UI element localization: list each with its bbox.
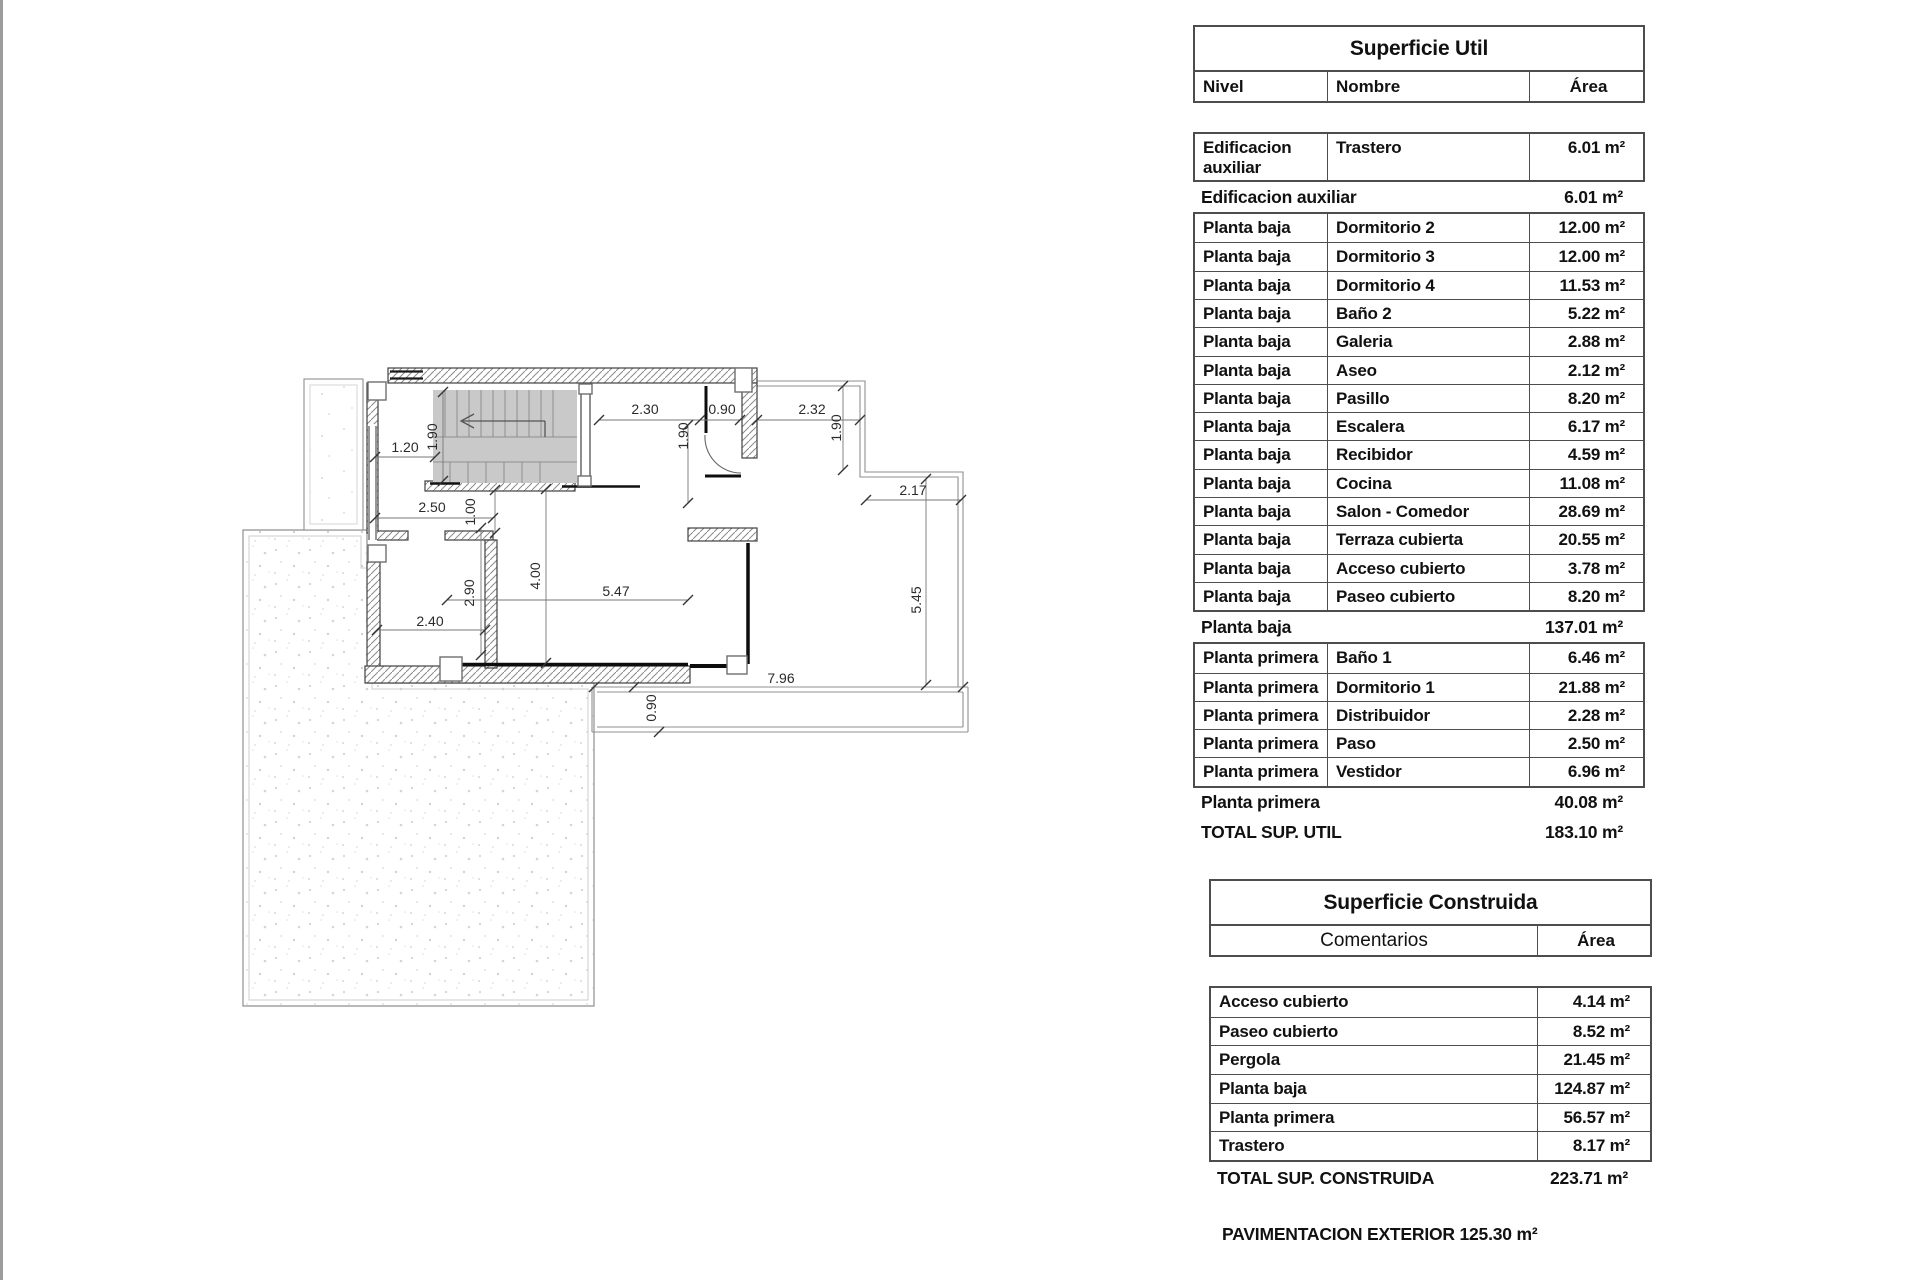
dimension-label: 0.90	[643, 694, 659, 722]
staircase	[433, 390, 590, 483]
table-cell-area: 12.00 m²	[1558, 218, 1625, 238]
dimension-label: 5.45	[908, 586, 924, 614]
column	[368, 545, 386, 562]
wall-top	[388, 368, 757, 383]
table-row	[1195, 412, 1643, 440]
column	[735, 368, 752, 392]
table-title: Superficie Util	[1193, 25, 1645, 72]
table-row	[1195, 525, 1643, 553]
column	[727, 656, 747, 674]
dimension-label: 2.50	[418, 499, 446, 515]
subtotal-label: Planta baja	[1201, 616, 1292, 637]
table-cell-nivel: Planta baja	[1195, 555, 1328, 582]
table-body	[1209, 986, 1652, 1162]
row-group	[1193, 132, 1645, 182]
exterior-paving-note: PAVIMENTACION EXTERIOR 125.30 m²	[1222, 1224, 1538, 1244]
subtotal-value: 137.01 m²	[1545, 616, 1623, 637]
table-cell-area: 12.00 m²	[1558, 247, 1625, 267]
wall-left-lower	[367, 562, 380, 683]
dimension-label: 1.90	[675, 422, 691, 450]
table-cell-nivel: Planta primera	[1195, 644, 1328, 672]
dimension-label: 7.96	[767, 670, 795, 686]
dimension-label: 5.47	[602, 583, 630, 599]
column-header-area: Área	[1569, 76, 1608, 96]
table-cell-comentario: Acceso cubierto	[1211, 988, 1538, 1017]
column-header-area: Área	[1577, 930, 1615, 950]
dimension-label: 1.20	[391, 439, 419, 455]
table-row	[1195, 299, 1643, 327]
table-cell-nombre: Escalera	[1328, 413, 1530, 440]
table-cell-area: 3.78 m²	[1567, 558, 1625, 578]
table-cell-area: 21.45 m²	[1563, 1050, 1630, 1070]
table-cell-nivel: Planta baja	[1195, 214, 1328, 242]
table-cell-area: 11.08 m²	[1559, 473, 1625, 493]
table-cell-nombre: Dormitorio 3	[1328, 243, 1530, 270]
wall-stub-left	[372, 531, 408, 540]
table-header	[1193, 72, 1645, 103]
table-cell-nivel: Planta baja	[1195, 357, 1328, 384]
table-cell-nombre: Aseo	[1328, 357, 1530, 384]
table-cell-nombre: Trastero	[1328, 134, 1530, 180]
table-row	[1195, 271, 1643, 299]
total-row	[1193, 818, 1645, 848]
table-cell-area: 6.01 m²	[1567, 138, 1625, 157]
table-row	[1195, 469, 1643, 497]
table-row	[1195, 757, 1643, 785]
table-cell-area: 5.22 m²	[1567, 303, 1625, 323]
table-cell-nombre: Vestidor	[1328, 758, 1530, 785]
dimension-label: 1.90	[424, 423, 440, 451]
dimension-label: 2.30	[631, 401, 659, 417]
table-cell-comentario: Pergola	[1211, 1046, 1538, 1074]
subtotal-row	[1193, 788, 1645, 818]
total-label: TOTAL SUP. CONSTRUIDA	[1217, 1167, 1435, 1188]
table-cell-nombre: Dormitorio 1	[1328, 674, 1530, 701]
subtotal-label: Planta primera	[1201, 792, 1320, 813]
table-cell-area: 2.50 m²	[1567, 734, 1625, 754]
table-cell-nivel: Planta baja	[1195, 526, 1328, 553]
table-cell-area: 6.46 m²	[1567, 648, 1625, 668]
table-cell-nombre: Paso	[1328, 730, 1530, 757]
column-header-comentarios: Comentarios	[1211, 926, 1538, 955]
table-cell-area: 6.17 m²	[1567, 417, 1625, 437]
column-header-nivel: Nivel	[1195, 72, 1328, 101]
dimension-label: 2.17	[899, 482, 927, 498]
row-group	[1193, 642, 1645, 787]
table-cell-nombre: Distribuidor	[1328, 702, 1530, 729]
table-cell-nivel: Planta baja	[1195, 243, 1328, 270]
table-header	[1209, 926, 1652, 957]
table-row	[1195, 384, 1643, 412]
table-cell-area: 8.52 m²	[1572, 1021, 1630, 1041]
superficie-construida-table	[1209, 879, 1652, 1194]
table-cell-area: 2.88 m²	[1567, 332, 1625, 352]
side-strip	[304, 379, 363, 530]
wall-right-sill	[688, 528, 757, 541]
dimension-label: 1.90	[828, 414, 844, 442]
table-cell-area: 4.14 m²	[1572, 992, 1630, 1011]
table-cell-area: 4.59 m²	[1567, 445, 1625, 465]
table-cell-nombre: Baño 1	[1328, 644, 1530, 672]
table-row	[1211, 1074, 1650, 1103]
table-cell-nivel: Planta baja	[1195, 498, 1328, 525]
table-cell-nivel: Planta primera	[1195, 758, 1328, 785]
wall-bottom	[365, 666, 690, 683]
table-cell-nivel: Planta baja	[1195, 328, 1328, 355]
table-gap	[1193, 103, 1645, 132]
table-cell-nivel: Planta primera	[1195, 674, 1328, 701]
table-cell-nombre: Salon - Comedor	[1328, 498, 1530, 525]
table-cell-nombre: Baño 2	[1328, 300, 1530, 327]
table-row	[1211, 1017, 1650, 1046]
table-cell-nivel: Planta baja	[1195, 413, 1328, 440]
table-cell-area: 8.20 m²	[1567, 586, 1625, 606]
dimension-label: 1.00	[462, 498, 478, 526]
subtotal-row	[1193, 612, 1645, 642]
table-cell-nivel: Planta baja	[1195, 583, 1328, 610]
table-cell-area: 124.87 m²	[1554, 1079, 1630, 1099]
table-cell-nivel: Planta primera	[1195, 702, 1328, 729]
wall-interior-vertical	[485, 540, 497, 668]
table-row	[1195, 440, 1643, 468]
superficie-util-table	[1193, 25, 1645, 848]
dimension-label: 4.00	[527, 562, 543, 590]
table-cell-nombre: Galeria	[1328, 328, 1530, 355]
table-cell-area: 21.88 m²	[1558, 677, 1625, 697]
table-row	[1195, 701, 1643, 729]
table-cell-comentario: Planta primera	[1211, 1104, 1538, 1132]
table-cell-area: 11.53 m²	[1559, 275, 1625, 295]
table-cell-area: 2.12 m²	[1567, 360, 1625, 380]
table-row	[1195, 327, 1643, 355]
table-cell-nivel: Planta baja	[1195, 272, 1328, 299]
table-row	[1195, 214, 1643, 242]
column	[368, 382, 386, 400]
table-cell-nombre: Terraza cubierta	[1328, 526, 1530, 553]
wall-right-upper	[742, 383, 757, 458]
table-cell-nivel: Planta primera	[1195, 730, 1328, 757]
table-cell-nombre: Paseo cubierto	[1328, 583, 1530, 610]
total-value: 223.71 m²	[1550, 1167, 1628, 1188]
table-cell-area: 8.20 m²	[1567, 388, 1625, 408]
table-row	[1195, 673, 1643, 701]
table-row	[1195, 554, 1643, 582]
table-cell-nivel: Planta baja	[1195, 441, 1328, 468]
table-cell-area: 20.55 m²	[1558, 530, 1625, 550]
table-row	[1195, 644, 1643, 672]
wall-stub-mid	[445, 531, 493, 540]
table-row	[1195, 729, 1643, 757]
table-row	[1195, 242, 1643, 270]
dimension-label: 2.32	[798, 401, 826, 417]
table-title: Superficie Construida	[1209, 879, 1652, 926]
table-cell-nivel: Edificacion auxiliar	[1195, 134, 1328, 180]
table-cell-area: 8.17 m²	[1572, 1136, 1630, 1156]
subtotal-value: 6.01 m²	[1564, 186, 1623, 207]
table-cell-nombre: Acceso cubierto	[1328, 555, 1530, 582]
table-cell-nivel: Planta baja	[1195, 385, 1328, 412]
table-cell-nombre: Dormitorio 2	[1328, 214, 1530, 242]
dimension-label: 2.40	[416, 613, 444, 629]
table-cell-nombre: Cocina	[1328, 470, 1530, 497]
table-cell-area: 6.96 m²	[1567, 762, 1625, 782]
table-body	[1193, 132, 1645, 818]
total-label: TOTAL SUP. UTIL	[1201, 822, 1342, 843]
table-cell-nombre: Recibidor	[1328, 441, 1530, 468]
table-row	[1195, 356, 1643, 384]
table-cell-area: 2.28 m²	[1567, 705, 1625, 725]
table-cell-nombre: Dormitorio 4	[1328, 272, 1530, 299]
column	[440, 657, 462, 681]
table-gap	[1209, 957, 1652, 986]
column	[579, 384, 592, 394]
table-cell-nombre: Pasillo	[1328, 385, 1530, 412]
table-row	[1195, 582, 1643, 610]
total-row	[1209, 1162, 1652, 1194]
subtotal-row	[1193, 182, 1645, 212]
row-group	[1193, 212, 1645, 612]
column-header-nombre: Nombre	[1328, 72, 1530, 101]
table-cell-nivel: Planta baja	[1195, 470, 1328, 497]
table-row	[1211, 1103, 1650, 1132]
table-row	[1211, 1131, 1650, 1160]
column	[578, 476, 591, 486]
table-cell-area: 28.69 m²	[1558, 502, 1625, 522]
table-row	[1211, 1045, 1650, 1074]
total-value: 183.10 m²	[1545, 822, 1623, 843]
table-row	[1195, 134, 1643, 180]
table-cell-comentario: Paseo cubierto	[1211, 1018, 1538, 1046]
table-row	[1195, 497, 1643, 525]
table-row	[1211, 988, 1650, 1017]
table-cell-area: 56.57 m²	[1563, 1107, 1630, 1127]
table-cell-comentario: Trastero	[1211, 1132, 1538, 1160]
dimension-label: 2.90	[461, 579, 477, 607]
dimension-label: 0.90	[708, 401, 736, 417]
subtotal-label: Edificacion auxiliar	[1201, 186, 1357, 207]
table-cell-comentario: Planta baja	[1211, 1075, 1538, 1103]
table-cell-nivel: Planta baja	[1195, 300, 1328, 327]
subtotal-value: 40.08 m²	[1554, 792, 1623, 813]
